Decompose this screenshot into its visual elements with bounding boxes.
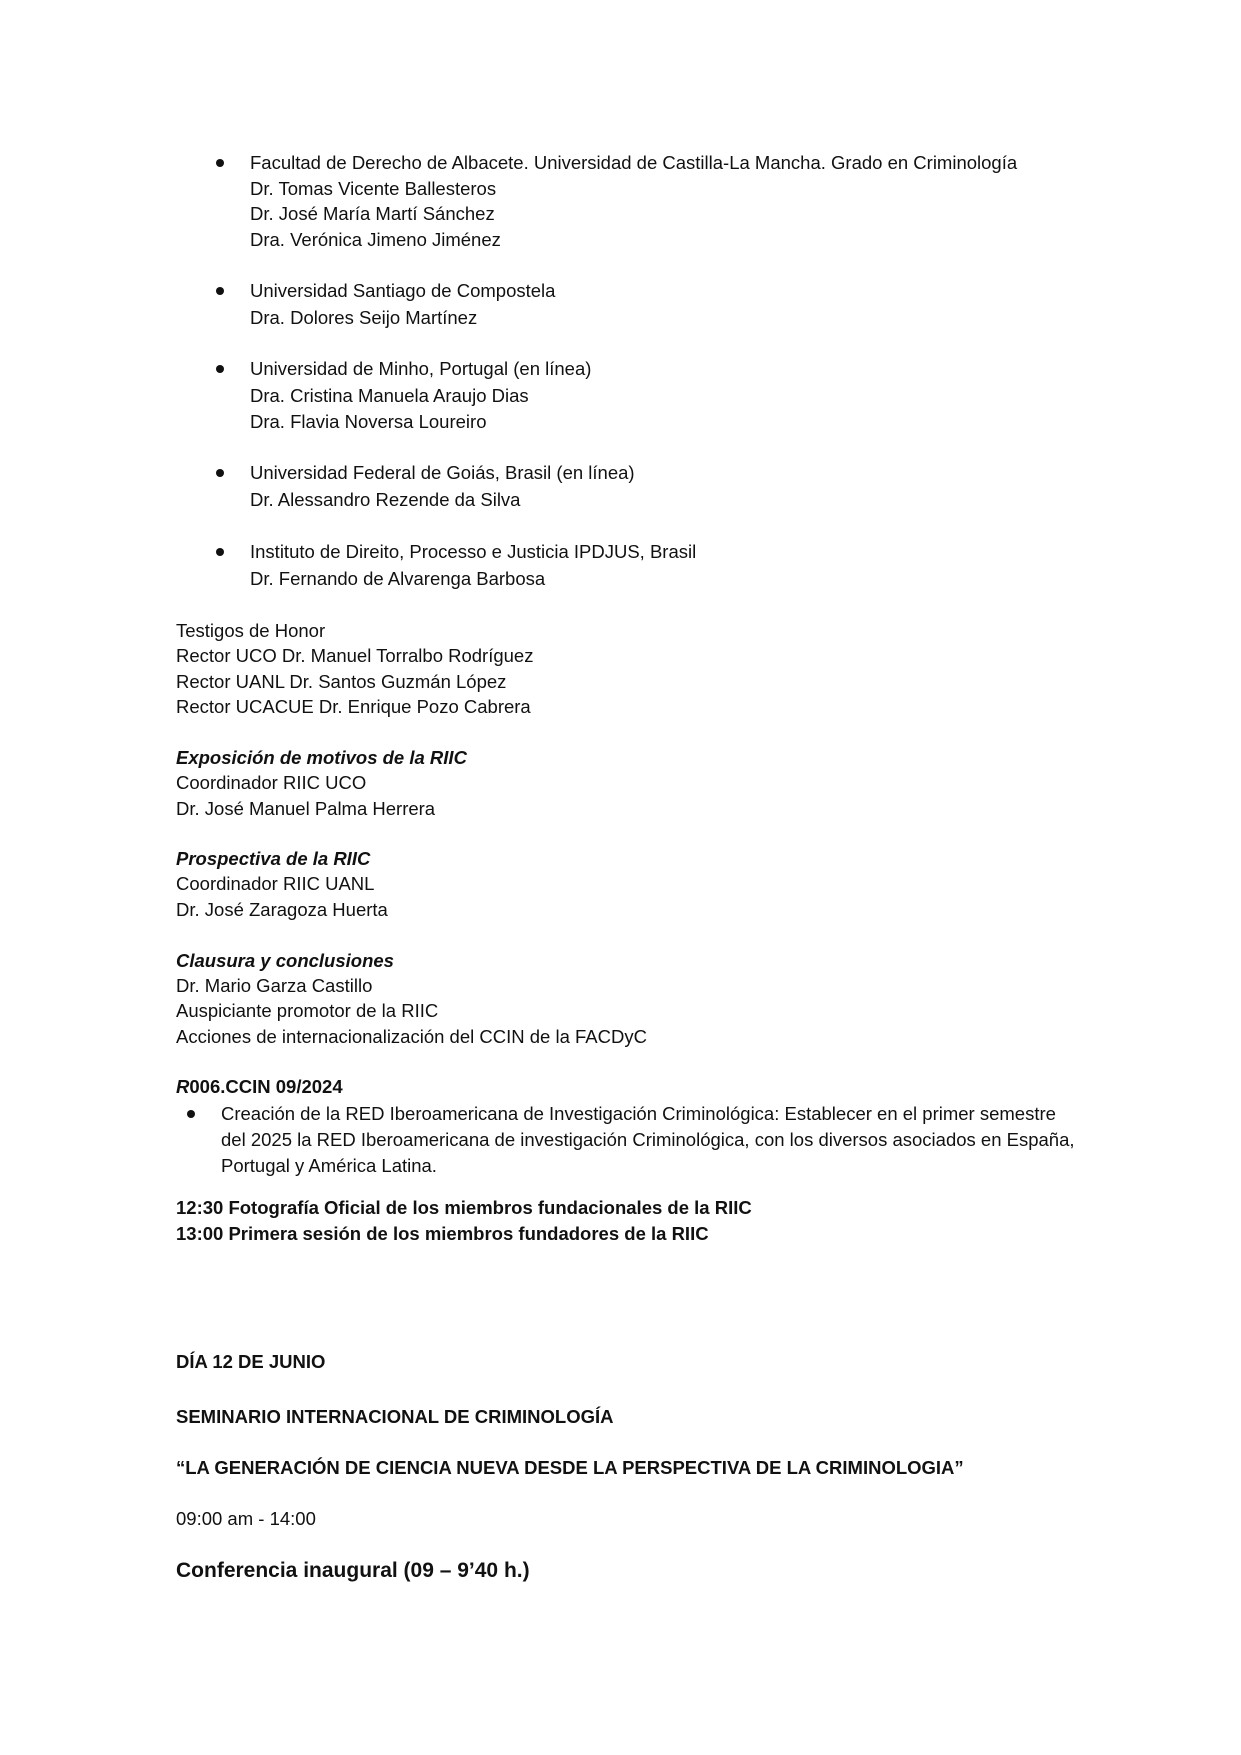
bullet-icon: [187, 1110, 195, 1118]
bullet-icon: [216, 287, 224, 295]
institution-person: Dra. Verónica Jimeno Jiménez: [250, 229, 501, 250]
section-line: Dr. Mario Garza Castillo: [176, 975, 373, 996]
institution-name: Universidad Santiago de Compostela: [250, 280, 556, 301]
section-line: Acciones de internacionalización del CCIN de la FACDyC: [176, 1026, 647, 1047]
seminar-title: SEMINARIO INTERNACIONAL DE CRIMINOLOGÍA: [176, 1406, 614, 1427]
bullet-icon: [216, 548, 224, 556]
institution-name: Universidad Federal de Goiás, Brasil (en línea): [250, 462, 635, 483]
conference-title: Conferencia inaugural (09 – 9’40 h.): [176, 1559, 530, 1582]
section-title: Exposición de motivos de la RIIC: [176, 747, 467, 768]
institution-person: Dr. Tomas Vicente Ballesteros: [250, 178, 497, 199]
schedule-item: 12:30 Fotografía Oficial de los miembros fundacionales de la RIIC: [176, 1197, 752, 1218]
seminar-theme: “LA GENERACIÓN DE CIENCIA NUEVA DESDE LA PERSPECTIVA DE LA CRIMINOLOGIA”: [176, 1457, 964, 1478]
institution-name: Instituto de Direito, Processo e Justicia IPDJUS, Brasil: [250, 541, 697, 562]
resolution-code-prefix: R: [176, 1076, 190, 1097]
institution-person: Dra. Cristina Manuela Araujo Dias: [250, 385, 529, 406]
institution-person: Dr. Alessandro Rezende da Silva: [250, 489, 521, 510]
bullet-icon: [216, 159, 224, 167]
section-line: Dr. José Zaragoza Huerta: [176, 899, 388, 920]
section-line: Coordinador RIIC UANL: [176, 873, 375, 894]
honor-line: Rector UCO Dr. Manuel Torralbo Rodríguez: [176, 645, 534, 666]
resolution-code: [176, 1074, 343, 1100]
bullet-icon: [216, 365, 224, 373]
schedule-item: 13:00 Primera sesión de los miembros fundadores de la RIIC: [176, 1223, 709, 1244]
resolution-text: Creación de la RED Iberoamericana de Investigación Criminológica: Establecer en el primer semestre del 2025 la RED Iberoamericana de investigación Criminológica, con los diversos asociados en España, Portugal y América Latina.: [221, 1103, 1075, 1176]
institution-person: Dra. Flavia Noversa Loureiro: [250, 411, 487, 432]
section-title: Prospectiva de la RIIC: [176, 848, 371, 869]
honor-line: Rector UANL Dr. Santos Guzmán López: [176, 671, 507, 692]
bullet-icon: [216, 469, 224, 477]
section-line: Coordinador RIIC UCO: [176, 772, 367, 793]
seminar-time: 09:00 am - 14:00: [176, 1508, 316, 1529]
section-line: Dr. José Manuel Palma Herrera: [176, 798, 436, 819]
institution-name: Universidad de Minho, Portugal (en línea): [250, 358, 592, 379]
institution-name: Facultad de Derecho de Albacete. Universidad de Castilla-La Mancha. Grado en Criminología: [250, 152, 1018, 173]
day-title: DÍA 12 DE JUNIO: [176, 1351, 326, 1372]
institution-person: Dr. Fernando de Alvarenga Barbosa: [250, 568, 546, 589]
institution-person: Dra. Dolores Seijo Martínez: [250, 307, 478, 328]
resolution-code-rest: 006.CCIN 09/2024: [189, 1076, 343, 1097]
honor-heading: Testigos de Honor: [176, 620, 326, 641]
institution-person: Dr. José María Martí Sánchez: [250, 203, 495, 224]
section-title: Clausura y conclusiones: [176, 950, 394, 971]
section-line: Auspiciante promotor de la RIIC: [176, 1000, 439, 1021]
honor-line: Rector UCACUE Dr. Enrique Pozo Cabrera: [176, 696, 531, 717]
